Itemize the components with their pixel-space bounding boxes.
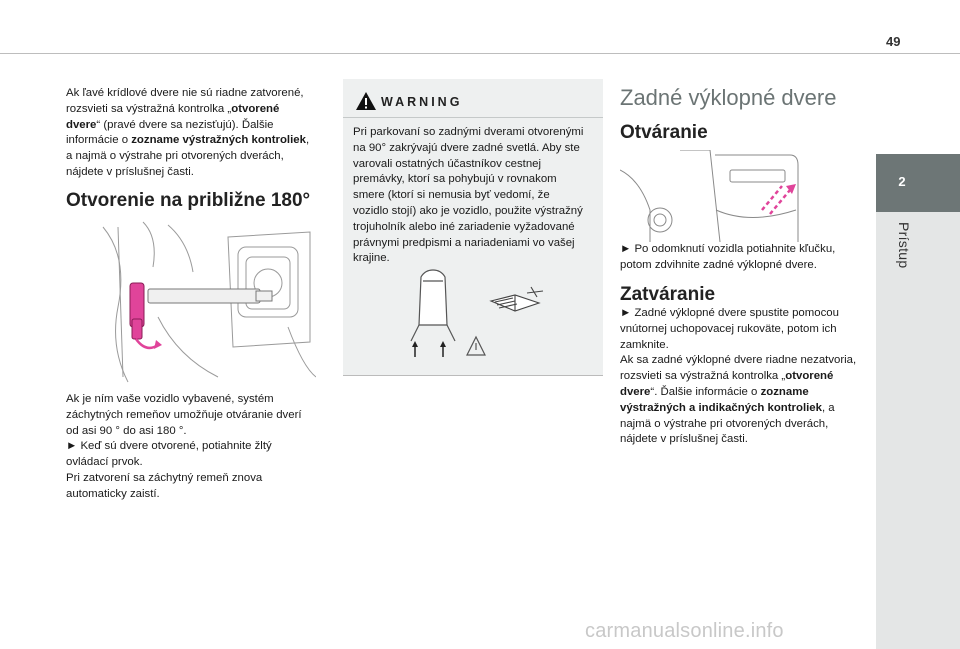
- page-section-title: Zadné výklopné dvere: [620, 85, 837, 110]
- text-line: premávky, ktorí sa pohybujú v rovnakom: [353, 173, 557, 186]
- text-line: a najmä o výstrahe pri otvorených dverách,: [66, 150, 284, 163]
- text-line: rozsvieti sa výstražná kontrolka „: [620, 370, 786, 383]
- warning-text: [353, 125, 598, 267]
- text-line: trojuholník alebo iné zariadenie vyžadované: [353, 220, 575, 233]
- text-line: právnymi predpismi a nariadeniami vo vašej: [353, 236, 575, 249]
- text-line: záchytných remeňov umožňuje otváranie dverí: [66, 408, 302, 421]
- text-line: Pri parkovaní so zadnými dverami otvorenými: [353, 126, 584, 138]
- tailgate-illustration: [620, 150, 802, 242]
- text-line: zamknite.: [620, 338, 669, 351]
- text-line: ► Keď sú dvere otvorené, potiahnite žltý: [66, 440, 272, 453]
- watermark: carmanualsonline.info: [585, 620, 784, 642]
- emphasis: otvorené: [785, 370, 834, 383]
- emphasis: dvere: [66, 118, 97, 131]
- header-divider: [0, 53, 960, 54]
- opening-paragraph: [620, 242, 865, 274]
- page-number: 49: [886, 34, 901, 49]
- text-line: potom zdvihnite zadné výklopné dvere.: [620, 258, 817, 271]
- strap-paragraph: [66, 392, 328, 503]
- text-line: vozidlo stojí) ako je vozidlo, použite výstražný: [353, 204, 583, 217]
- text-line: na 90° zakrývajú dvere zadné svetlá. Aby ste: [353, 141, 580, 154]
- text-line: od asi 90 ° do asi 180 °.: [66, 424, 187, 437]
- section-title: Prístup: [896, 222, 912, 269]
- text-line: nájdete v príslušnej časti.: [620, 433, 748, 446]
- intro-paragraph: [66, 86, 328, 181]
- warning-box: [343, 79, 603, 376]
- text-line: vnútornej uchopovacej rukoväte, potom ich: [620, 322, 837, 335]
- text-line: ovládací prvok.: [66, 456, 143, 469]
- parked-van-illustration: [403, 267, 553, 359]
- emphasis: otvorené: [231, 102, 280, 115]
- book-icon: [491, 287, 543, 311]
- chapter-tab-number: 2: [898, 174, 906, 189]
- text-line: Pri zatvorení sa záchytný remeň znova: [66, 471, 263, 484]
- punctuation: , a: [821, 401, 835, 414]
- warning-triangle-icon: [355, 91, 377, 111]
- warning-lights-link[interactable]: výstražných a indikačných kontroliek: [620, 401, 822, 414]
- closing-paragraph: [620, 306, 870, 448]
- text-line: najmä o výstrahe pri otvorených dverách,: [620, 417, 829, 430]
- warning-label: WARNING: [381, 95, 463, 109]
- text-line: “ (pravé dvere sa nezisťujú). Ďalšie: [96, 118, 274, 131]
- text-line: smere (ktorí si nemusia byť vedomí, že: [353, 189, 550, 202]
- punctuation: ,: [305, 134, 310, 147]
- text-line: rozsvieti sa výstražná kontrolka „: [66, 102, 232, 115]
- emphasis: dvere: [620, 385, 651, 398]
- heading-180: Otvorenie na približne 180°: [66, 190, 311, 211]
- text-line: “. Ďalšie informácie o: [650, 385, 761, 398]
- warning-separator: [343, 117, 603, 118]
- text-line: Ak je ním vaše vozidlo vybavené, systém: [66, 393, 274, 405]
- chapter-tab[interactable]: [876, 154, 960, 212]
- text-line: automaticky zaistí.: [66, 487, 160, 500]
- heading-closing: Zatváranie: [620, 284, 716, 305]
- text-line: Ak sa zadné výklopné dvere riadne nezatvoria,: [620, 354, 857, 367]
- warning-lights-link[interactable]: zozname: [760, 385, 809, 398]
- text-line: ► Po odomknutí vozidla potiahnite kľučku,: [620, 243, 836, 255]
- text-line: Ak ľavé krídlové dvere nie sú riadne zatvorené,: [66, 87, 304, 99]
- warning-lights-link[interactable]: zozname výstražných kontroliek: [131, 134, 306, 147]
- text-line: varovali ostatných účastníkov cestnej: [353, 157, 542, 170]
- text-line: informácie o: [66, 134, 132, 147]
- sidebar-strip: [876, 212, 960, 649]
- text-line: ► Zadné výklopné dvere spustite pomocou: [620, 307, 839, 319]
- text-line: nájdete v príslušnej časti.: [66, 165, 194, 178]
- text-line: krajine.: [353, 252, 390, 265]
- heading-opening: Otváranie: [620, 122, 708, 143]
- door-strap-illustration: [98, 217, 316, 385]
